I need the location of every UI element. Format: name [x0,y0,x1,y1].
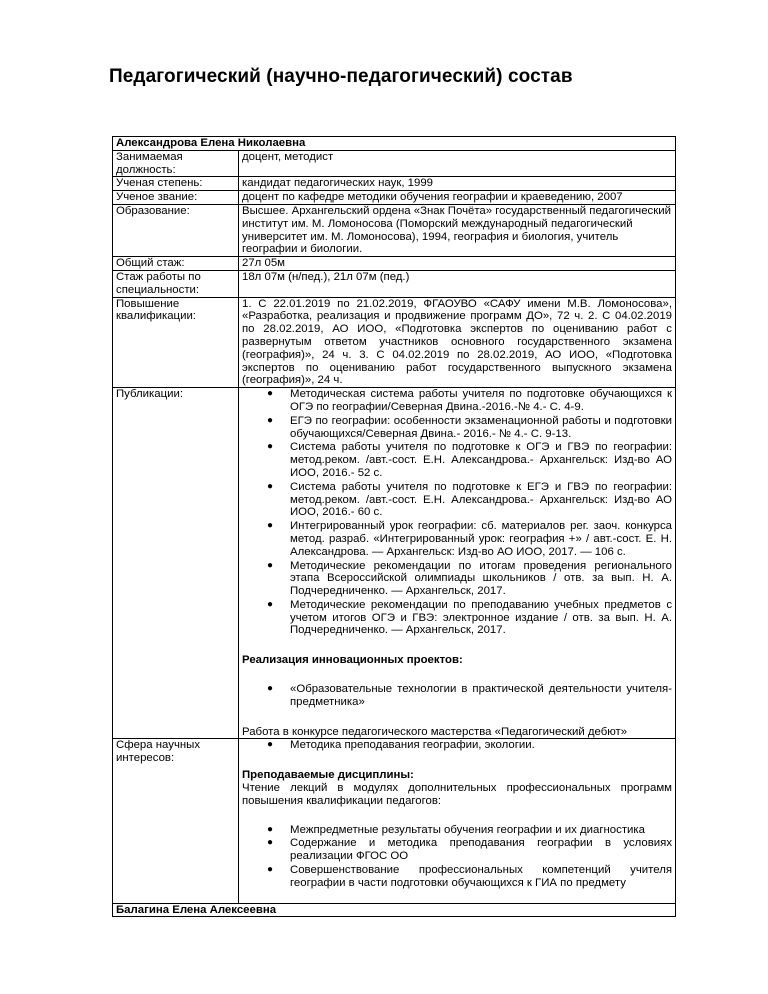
list-item: ● Система работы учителя по подготовке к ЕГЭ и ГВЭ по географии: метод.реком. /авт.-сост. Е.Н. Александрова.- Архангельск: Изд-во АО ИОО, 2016.- 60 с. [267,480,673,519]
list-item: ● Методические рекомендации по итогам проведения регионального этапа Всероссийской олимпиады школьников / отв. за вып. Н. А. Подчередниченко. — Архангельск, 2017. [267,559,673,598]
table-row [113,204,676,256]
list-item: ● Методические рекомендации по преподаванию учебных предметов с учетом итогов ОГЭ и ГВЭ: электронное издание / отв. за вып. Н. А. Подчередниченко. — Архангельск, 2017. [267,598,673,637]
contest-text: Работа в конкурсе педагогического мастерства «Педагогический дебют» [242,725,628,738]
row-value: 1. С 22.01.2019 по 21.02.2019, ФГАОУВО «САФУ имени М.В. Ломоносова», «Разработка, реализация и продвижение программ ДО», 72 ч. 2. С 04.02.2019 по 28.02.2019, АО ИОО, «Подготовка экспертов по оцениванию работ с развернутым ответом участников основного государственного экзамена (география)», 24 ч. 3. С 04.02.2019 по 28.02.2019, АО ИОО, «Подготовка экспертов по оцениванию работ государственного выпускного экзамена (география)», 24 ч. [239,297,676,388]
table-row [113,257,676,271]
row-label: Образование: [113,204,239,256]
list-item: ● Межпредметные результаты обучения географии и их диагностика [267,823,645,836]
row-value: Высшее. Архангельский ордена «Знак Почёта» государственный педагогический институт им. М. Ломоносова (Поморский международный педагогический университет им. М. Ломоносова), 1994, география и биология, учитель географии и биологии. [239,204,676,256]
row-value: 27л 05м [239,257,676,271]
bullet-icon: ● [267,823,274,835]
person-name-row [113,137,676,151]
list-item: ● Совершенствование профессиональных компетенций учителя географии в части подготовки обучающихся к ГИА по предмету [267,864,673,889]
list-item: ● «Образовательные технологии в практической деятельности учителя-предметника» [267,683,673,708]
bullet-icon: ● [267,480,274,492]
row-label: Ученая степень: [113,177,239,191]
innovation-list [242,683,672,709]
list-item: ● Система работы учителя по подготовке к ОГЭ и ГВЭ по географии: метод.реком. /авт.-сост. Е.Н. Александрова.- Архангельск: Изд-во АО ИОО, 2016.- 52 с. [267,441,673,479]
row-label: Стаж работы по специальности: [113,270,239,297]
table-row [113,388,676,739]
staff-table [112,136,676,917]
row-label: Повышение квалификации: [113,297,239,388]
page-title: Педагогический (научно-педагогический) состав [109,66,573,87]
bullet-icon: ● [267,520,274,532]
row-label: Ученое звание: [113,191,239,205]
table-row [113,297,676,388]
disciplines-list [242,824,672,890]
row-label: Публикации: [113,388,239,739]
bullet-icon: ● [267,683,274,695]
disciplines-heading: Преподаваемые дисциплины: [242,769,414,782]
row-value: доцент, методист [239,150,676,177]
row-label: Сфера научных интересов: [113,739,239,903]
table-row [113,191,676,205]
row-label: Общий стаж: [113,257,239,271]
list-item: ● Содержание и методика преподавания географии в условиях реализации ФГОС ОО [267,837,673,863]
bullet-icon: ● [267,864,274,876]
table-row [113,150,676,177]
bullet-icon: ● [267,388,274,400]
person-name: Балагина Елена Алексеевна [113,903,676,917]
list-item: ● Методическая система работы учителя по подготовке обучающихся к ОГЭ по географии/Северная Двина.-2016.-№ 4.- С. 4-9. [267,388,673,413]
row-value: доцент по кафедре методики обучения географии и краеведению, 2007 [239,191,676,205]
table-row [113,270,676,297]
publications-cell [239,388,676,739]
bullet-icon: ● [267,837,274,849]
bullet-icon: ● [267,739,274,751]
interests-cell [239,739,676,903]
list-item: ● Интегрированный урок географии: сб. материалов рег. заоч. конкурса метод. разраб. «Интегрированный урок: география +» / авт.-сост. Е. Н. Александрова. — Архангельск: Изд-во АО ИОО, 2017. — 106 с. [267,520,673,558]
list-item: ● ЕГЭ по географии: особенности экзаменационной работы и подготовки обучающихся/Северная Двина.- 2016.- № 4.- С. 9-13. [267,414,673,440]
bullet-icon: ● [267,441,274,453]
row-value: 18л 07м (н/пед.), 21л 07м (пед.) [239,270,676,297]
bullet-icon: ● [267,598,274,610]
table-row [113,739,676,903]
row-label: Занимаемая должность: [113,150,239,177]
interests-list [242,739,672,752]
list-item: ● Методика преподавания географии, экологии. [267,739,535,752]
bullet-icon: ● [267,414,274,426]
table-row [113,177,676,191]
disciplines-intro: Чтение лекций в модулях дополнительных профессиональных программ повышения квалификации педагогов: [242,782,673,807]
row-value: кандидат педагогических наук, 1999 [239,177,676,191]
publications-list [242,388,672,637]
bullet-icon: ● [267,559,274,571]
person-name-row [113,903,676,917]
person-name: Александрова Елена Николаевна [113,137,676,151]
innovation-heading: Реализация инновационных проектов: [242,654,463,667]
